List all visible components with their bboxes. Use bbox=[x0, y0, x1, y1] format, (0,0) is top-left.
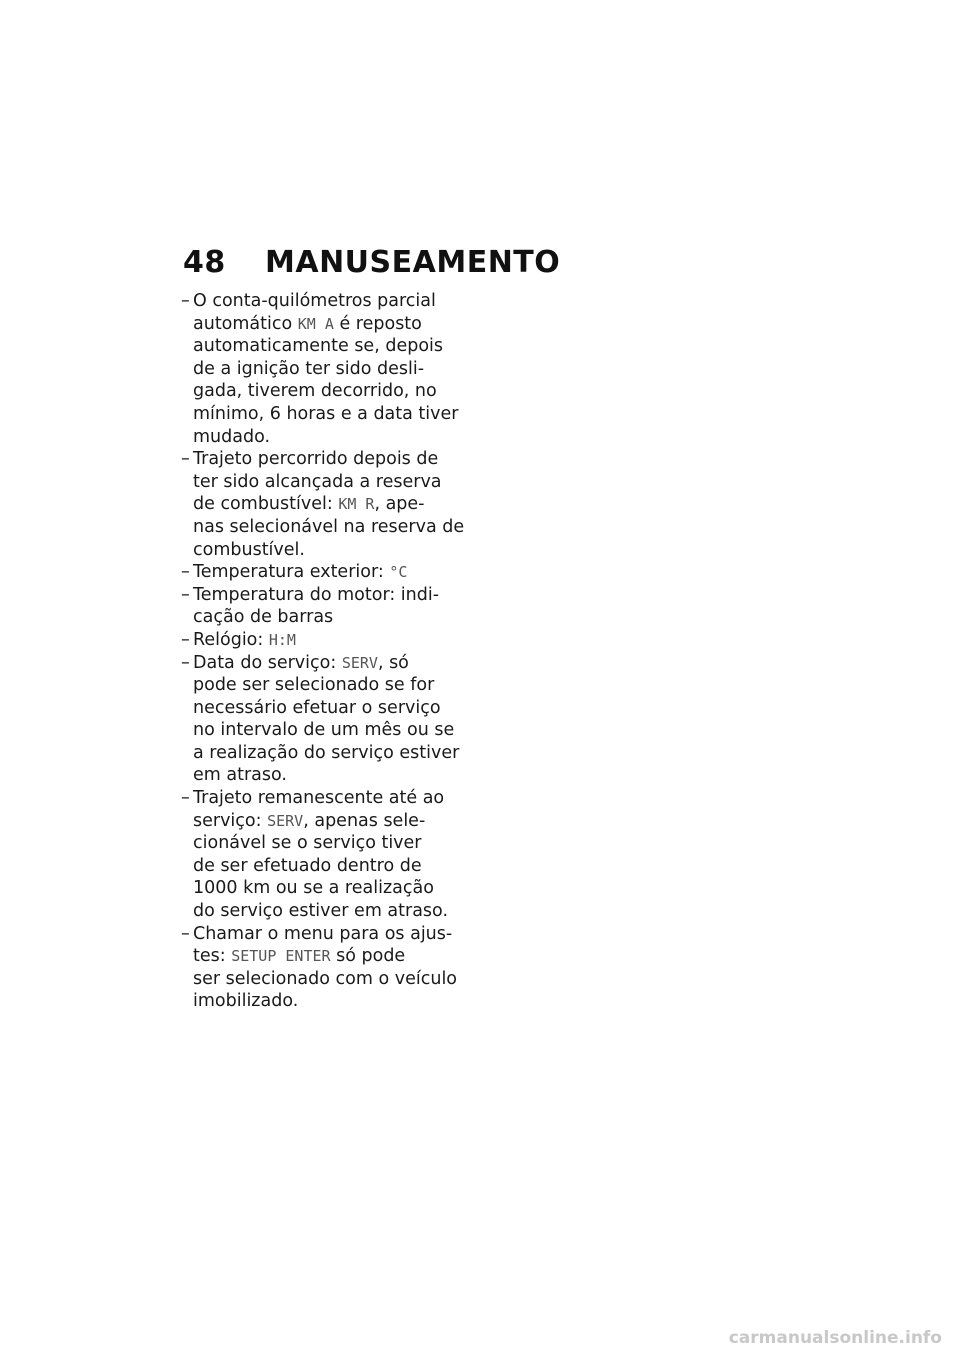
text-run: imobilizado. bbox=[193, 991, 299, 1012]
text-run: a realização do serviço estiver bbox=[193, 742, 460, 763]
text-run: necessário efetuar o serviço bbox=[193, 697, 441, 718]
list-dash: – bbox=[181, 629, 190, 650]
display-code: SERV bbox=[267, 811, 304, 830]
text-run: serviço: bbox=[193, 810, 268, 831]
text-run: cação de barras bbox=[193, 607, 334, 628]
text-line bbox=[193, 719, 471, 742]
text-line bbox=[193, 516, 471, 539]
text-run: de a ignição ter sido desli- bbox=[193, 358, 425, 379]
text-run: no intervalo de um mês ou se bbox=[193, 720, 455, 741]
display-code: H:M bbox=[268, 630, 296, 649]
text-line bbox=[193, 335, 471, 358]
text-run: de combustível: bbox=[193, 494, 339, 515]
text-line bbox=[193, 290, 471, 313]
text-line bbox=[193, 787, 471, 810]
text-run: Data do serviço: bbox=[193, 652, 342, 673]
list-item bbox=[181, 561, 471, 584]
page-number: 48 bbox=[183, 244, 226, 280]
list-item bbox=[181, 448, 471, 561]
section-title: MANUSEAMENTO bbox=[265, 244, 561, 280]
text-line bbox=[193, 968, 471, 991]
text-run: em atraso. bbox=[193, 765, 287, 786]
text-line bbox=[193, 810, 471, 833]
list-item bbox=[181, 923, 471, 1013]
text-run: Relógio: bbox=[193, 629, 269, 650]
text-run: tes: bbox=[193, 946, 232, 967]
list-item bbox=[181, 584, 471, 629]
text-line bbox=[193, 471, 471, 494]
text-run: mínimo, 6 horas e a data tiver bbox=[193, 403, 459, 424]
text-line bbox=[193, 832, 471, 855]
list-dash: – bbox=[181, 788, 190, 809]
text-run: 1000 km ou se a realização bbox=[193, 878, 434, 899]
text-run: Temperatura exterior: bbox=[193, 562, 390, 583]
text-line bbox=[193, 606, 471, 629]
text-run: O conta-quilómetros parcial bbox=[193, 291, 436, 311]
text-line bbox=[193, 945, 471, 968]
text-run: combustível. bbox=[193, 539, 305, 560]
text-run: automático bbox=[193, 313, 298, 334]
display-code: SERV bbox=[341, 653, 378, 672]
text-run: cionável se o serviço tiver bbox=[193, 833, 422, 854]
text-line bbox=[193, 380, 471, 403]
list-item bbox=[181, 652, 471, 788]
text-run: automaticamente se, depois bbox=[193, 336, 443, 357]
text-line bbox=[193, 403, 471, 426]
text-line bbox=[193, 493, 471, 516]
display-code: KM R bbox=[338, 495, 375, 514]
text-run: , ape- bbox=[374, 494, 425, 515]
list-dash: – bbox=[181, 449, 190, 470]
text-line bbox=[193, 900, 471, 923]
list-dash: – bbox=[181, 291, 190, 311]
text-run: ser selecionado com o veículo bbox=[193, 968, 458, 989]
text-line bbox=[193, 539, 471, 562]
text-line bbox=[193, 697, 471, 720]
text-run: pode ser selecionado se for bbox=[193, 675, 435, 696]
text-run: Chamar o menu para os ajus- bbox=[193, 923, 453, 944]
text-run: é reposto bbox=[333, 313, 422, 334]
text-line bbox=[193, 358, 471, 381]
text-line bbox=[193, 448, 471, 471]
text-run: do serviço estiver em atraso. bbox=[193, 901, 449, 922]
page-header bbox=[183, 244, 560, 280]
text-run: , só bbox=[377, 652, 409, 673]
display-code: SETUP ENTER bbox=[231, 947, 331, 966]
text-line bbox=[193, 629, 471, 652]
text-run: Temperatura do motor: indi- bbox=[193, 584, 440, 605]
list-dash: – bbox=[181, 923, 190, 944]
text-line bbox=[193, 923, 471, 946]
text-line bbox=[193, 855, 471, 878]
list-dash: – bbox=[181, 584, 190, 605]
display-code: KM A bbox=[297, 314, 334, 333]
text-line bbox=[193, 561, 471, 584]
text-run: ter sido alcançada a reserva bbox=[193, 471, 442, 492]
list-item bbox=[181, 290, 471, 448]
text-run: Trajeto remanescente até ao bbox=[193, 788, 445, 809]
text-line bbox=[193, 674, 471, 697]
list-dash: – bbox=[181, 562, 190, 583]
list-item bbox=[181, 787, 471, 923]
text-run: só pode bbox=[330, 946, 406, 967]
text-run: nas selecionável na reserva de bbox=[193, 516, 465, 537]
text-line bbox=[193, 652, 471, 675]
text-run: Trajeto percorrido depois de bbox=[193, 449, 439, 470]
text-line bbox=[193, 742, 471, 765]
text-run: mudado. bbox=[193, 426, 271, 447]
text-line bbox=[193, 764, 471, 787]
text-line bbox=[193, 990, 471, 1013]
display-options-list bbox=[181, 290, 471, 1013]
watermark: carmanualsonline.info bbox=[728, 1328, 942, 1348]
display-code: °C bbox=[389, 563, 408, 582]
list-item bbox=[181, 629, 471, 652]
text-run: gada, tiverem decorrido, no bbox=[193, 381, 437, 402]
list-dash: – bbox=[181, 652, 190, 673]
text-line bbox=[193, 877, 471, 900]
text-line bbox=[193, 426, 471, 449]
text-line bbox=[193, 584, 471, 607]
text-run: de ser efetuado dentro de bbox=[193, 855, 422, 876]
text-line bbox=[193, 313, 471, 336]
text-run: , apenas sele- bbox=[303, 810, 426, 831]
